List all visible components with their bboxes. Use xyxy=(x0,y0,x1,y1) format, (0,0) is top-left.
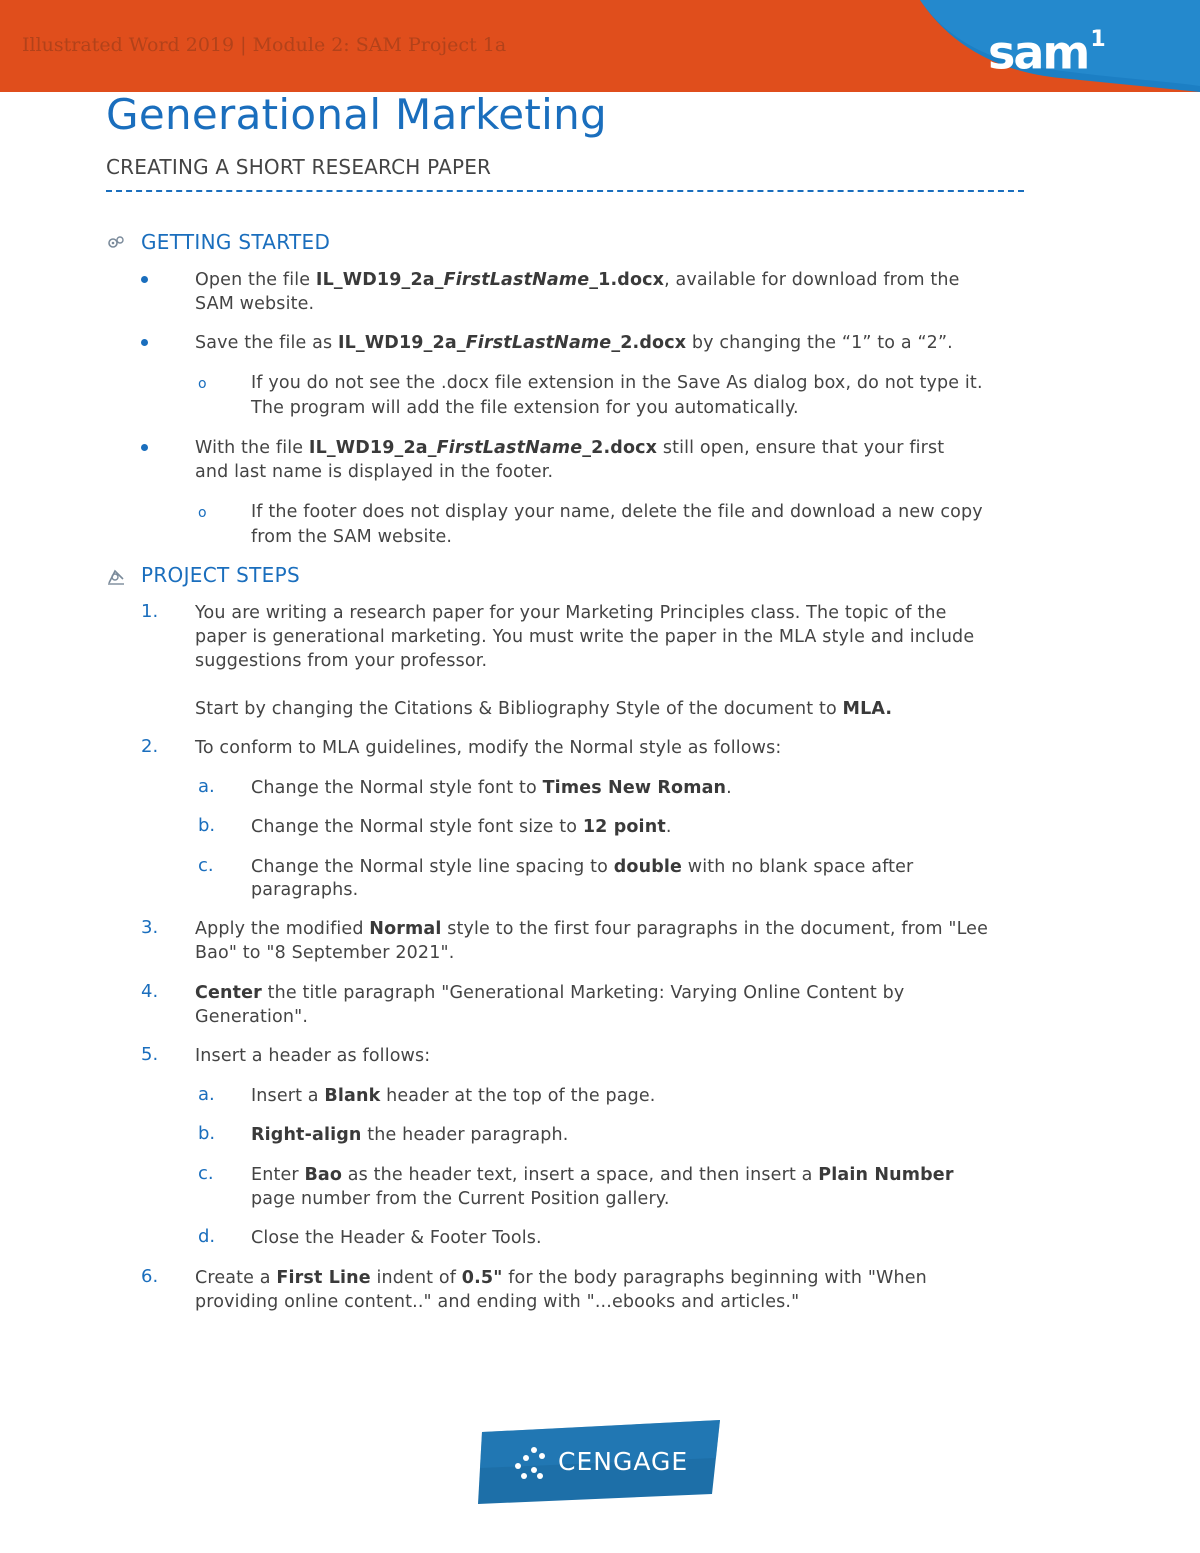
step-number: 6. xyxy=(141,1266,159,1287)
substep-letter: d. xyxy=(198,1226,216,1247)
list-item: If you do not see the .docx file extension in the Save As dialog box, do not type it. xyxy=(251,373,983,393)
sub-bullet: o xyxy=(198,505,207,521)
step-number: 3. xyxy=(141,917,159,938)
substep-text: Change the Normal style font to Times New Roman. xyxy=(251,778,732,798)
bullet xyxy=(141,339,148,346)
gear-icon xyxy=(106,234,126,252)
header-banner xyxy=(0,0,1200,92)
substep-text: Right-align the header paragraph. xyxy=(251,1125,569,1145)
step-text: Insert a header as follows: xyxy=(195,1046,431,1066)
substep-text: Change the Normal style line spacing to double with no blank space after xyxy=(251,857,914,877)
step-text: Center the title paragraph "Generational Marketing: Varying Online Content by xyxy=(195,983,905,1003)
list-item: Save the file as IL_WD19_2a_FirstLastName_2.docx by changing the “1” to a “2”. xyxy=(195,333,953,353)
substep-text-cont: page number from the Current Position gallery. xyxy=(251,1189,670,1209)
step-text-cont: Bao" to "8 September 2021". xyxy=(195,943,455,963)
step-text: To conform to MLA guidelines, modify the Normal style as follows: xyxy=(195,738,782,758)
list-item: With the file IL_WD19_2a_FirstLastName_2.docx still open, ensure that your first xyxy=(195,438,945,458)
step-text-cont: Generation". xyxy=(195,1007,309,1027)
page-title: Generational Marketing xyxy=(106,90,607,139)
step-text-cont: Start by changing the Citations & Bibliography Style of the document to MLA. xyxy=(195,699,893,719)
substep-letter: a. xyxy=(198,776,215,797)
page-subtitle: CREATING A SHORT RESEARCH PAPER xyxy=(106,155,492,179)
bullet xyxy=(141,276,148,283)
substep-letter: b. xyxy=(198,1123,216,1144)
step-number: 5. xyxy=(141,1044,159,1065)
step-text-cont: providing online content.." and ending with "...ebooks and articles." xyxy=(195,1292,800,1312)
substep-letter: c. xyxy=(198,855,214,876)
banner-title: Illustrated Word 2019 | Module 2: SAM Project 1a xyxy=(22,34,507,56)
step-number: 1. xyxy=(141,601,159,622)
substep-text: Insert a Blank header at the top of the page. xyxy=(251,1086,656,1106)
sam-logo: sam$^1$ xyxy=(988,25,1104,80)
dashed-divider xyxy=(106,190,1024,192)
list-item-cont: SAM website. xyxy=(195,294,315,314)
steps-icon xyxy=(106,567,126,587)
step-text-cont: suggestions from your professor. xyxy=(195,651,488,671)
substep-letter: a. xyxy=(198,1084,215,1105)
step-text: Create a First Line indent of 0.5" for the body paragraphs beginning with "When xyxy=(195,1268,927,1288)
sub-bullet: o xyxy=(198,376,207,392)
cengage-logo-text: CENGAGE xyxy=(558,1447,689,1476)
step-number: 2. xyxy=(141,736,159,757)
substep-text-cont: paragraphs. xyxy=(251,880,359,900)
list-item-cont: from the SAM website. xyxy=(251,527,453,547)
list-item: Open the file IL_WD19_2a_FirstLastName_1.docx, available for download from the xyxy=(195,270,960,290)
list-item: If the footer does not display your name, delete the file and download a new copy xyxy=(251,502,983,522)
step-number: 4. xyxy=(141,981,159,1002)
bullet xyxy=(141,444,148,451)
substep-letter: b. xyxy=(198,815,216,836)
step-text: You are writing a research paper for your Marketing Principles class. The topic of the xyxy=(195,603,947,623)
step-text-cont: paper is generational marketing. You must write the paper in the MLA style and include xyxy=(195,627,975,647)
step-text: Apply the modified Normal style to the first four paragraphs in the document, from "Lee xyxy=(195,919,989,939)
substep-text: Close the Header & Footer Tools. xyxy=(251,1228,542,1248)
list-item-cont: and last name is displayed in the footer. xyxy=(195,462,554,482)
list-item-cont: The program will add the file extension for you automatically. xyxy=(251,398,799,418)
substep-letter: c. xyxy=(198,1163,214,1184)
substep-text: Enter Bao as the header text, insert a space, and then insert a Plain Number xyxy=(251,1165,954,1185)
substep-text: Change the Normal style font size to 12 point. xyxy=(251,817,672,837)
